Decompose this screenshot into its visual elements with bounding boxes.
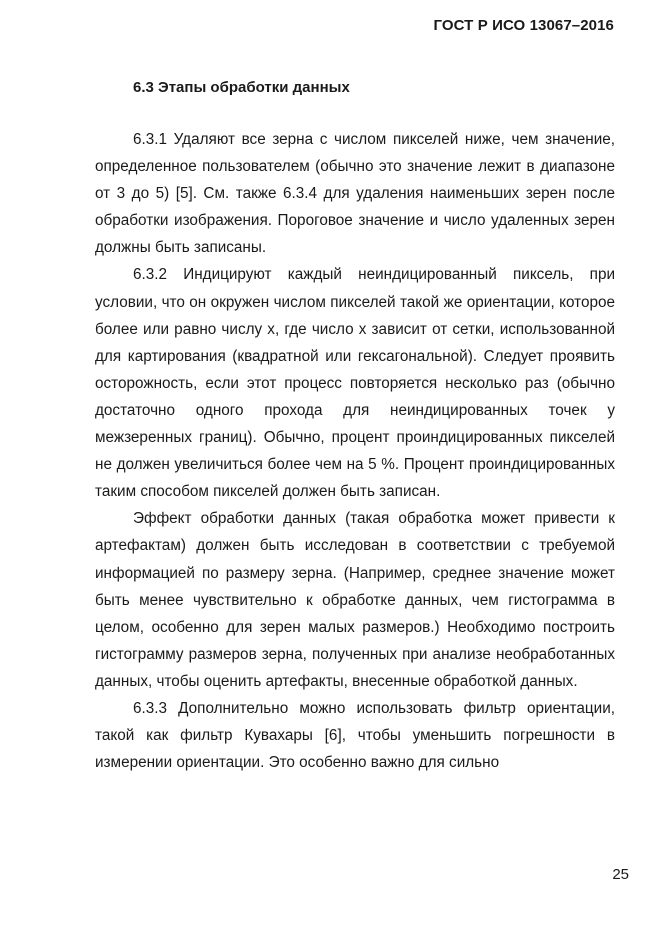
body-text [95,126,615,776]
paragraph-6-3-2: 6.3.2 Индицируют каждый неиндицированный пиксель, при условии, что он окружен числом пикселей такой же ориентации, которое более или равно числу x, где число x зависит от сетки, использованной для картирования (квадратной или гексагональной). Следует проявить осторожность, если этот процесс повторяется несколько раз (обычно достаточно одного прохода для неиндицированных точек у межзеренных границ). Обычно, процент проиндицированных пикселей не должен увеличиться более чем на 5 %. Процент проиндицированных таким способом пикселей должен быть записан. [95,266,615,501]
section-title: 6.3 Этапы обработки данных [133,79,350,96]
page-number: 25 [612,866,629,883]
paragraph-6-3-3: 6.3.3 Дополнительно можно использовать фильтр ориентации, такой как фильтр Кувахары [6], чтобы уменьшить погрешности в измерении ориентации. Это особенно важно для сильно [95,699,615,772]
document-header: ГОСТ Р ИСО 13067–2016 [433,17,614,34]
paragraph-6-3-1: 6.3.1 Удаляют все зерна с числом пикселей ниже, чем значение, определенное пользователем (обычно это значение лежит в диапазоне от 3 до 5) [5]. См. также 6.3.4 для удаления наименьших зерен после обработки изображения. Пороговое значение и число удаленных зерен должны быть записаны. [95,131,615,257]
paragraph-processing-effect: Эффект обработки данных (такая обработка может привести к артефактам) должен быть исследован в соответствии с требуемой информацией по размеру зерна. (Например, среднее значение может быть менее чувствительно к обработке данных, чем гистограмма в целом, особенно для зерен малых размеров.) Необходимо построить гистограмму размеров зерна, полученных при анализе необработанных данных, чтобы оценить артефакты, внесенные обработкой данных. [95,510,615,690]
